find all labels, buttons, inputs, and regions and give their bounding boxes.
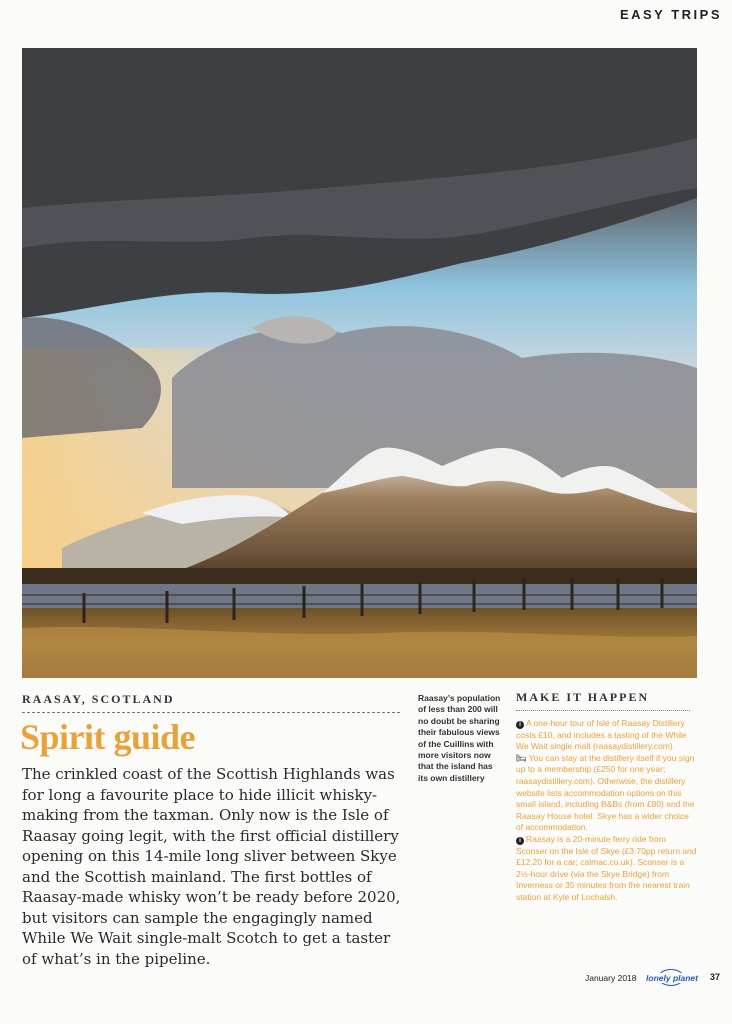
list-item [516,753,698,834]
info-icon: i [516,721,524,729]
bed-icon: 🛏 [516,752,527,763]
location-kicker: RAASAY, SCOTLAND [22,692,400,713]
hero-photo [22,48,697,678]
photo-caption: Raasay’s population of less than 200 will no doubt be sharing their fabulous views of the Cuillins with more visitors now that the island has its own distillery [418,693,501,783]
lonely-planet-logo [645,968,699,988]
list-item-text: Raasay is a 20-minute ferry ride from Sconser on the Isle of Skye (£3.70pp return and £12.20 for a car; calmac.co.uk). Sconser is a 2½-hour drive (via the Skye Bridge) from Inverness or 35 minutes from the nearest train station at Kyle of Lochalsh. [516,833,697,902]
list-item [516,834,698,904]
landscape-illustration [22,48,697,678]
make-it-happen-list [516,718,698,904]
logo-text: lonely planet [646,973,698,983]
list-item-text: You can stay at the distillery itself if you sign up to a membership (£250 for one year; raasaydistillery.com). Otherwise, the distillery website lists accommodation options on this small island, including B&Bs (from £80) and the Raasay House hotel. Skye has a wider choice of accommodation. [516,752,695,833]
info-icon: i [516,837,524,845]
list-item [516,718,698,753]
page-number: 37 [710,972,721,982]
issue-date: January 2018 [585,973,637,983]
article-headline: Spirit guide [20,717,196,757]
section-tag: EASY TRIPS [619,7,722,22]
make-it-happen-title: MAKE IT HAPPEN [516,690,690,711]
article-body: The crinkled coast of the Scottish Highlands was for long a favourite place to hide illicit whisky-making from the taxman. Only now is the Isle of Raasay going legit, with the first official distillery opening on this 14-mile long sliver between Skye and the Scottish mainland. The first bottles of Raasay-made whisky won’t be ready before 2020, but visitors can sample the engagingly named While We Wait single-malt Scotch to get a taster of what’s in the pipeline. [22,765,401,968]
list-item-text: A one-hour tour of Isle of Raasay Distillery costs £10, and includes a tasting of the While We Wait single malt (raasaydistillery.com). [516,718,687,752]
